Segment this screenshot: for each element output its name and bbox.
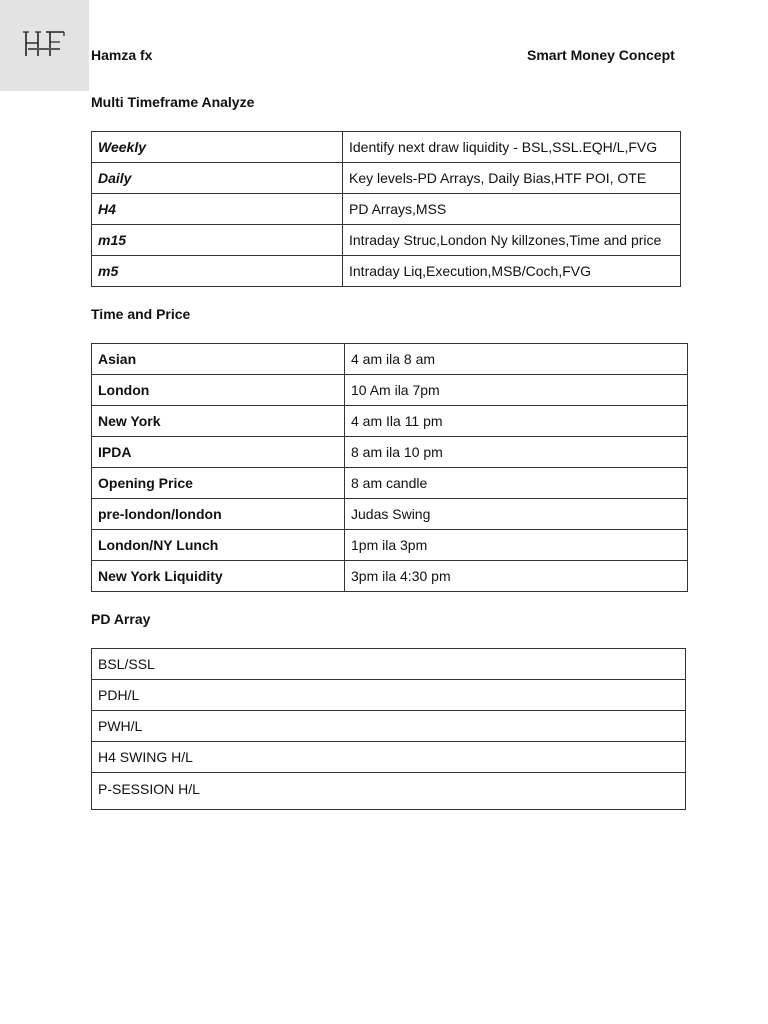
pd-array-item: P-SESSION H/L [92,773,686,810]
session-time: 10 Am ila 7pm [345,375,688,406]
table-row [92,711,686,742]
timeframe-value: Identify next draw liquidity - BSL,SSL.EQH/L,FVG [343,132,681,163]
table-row [92,256,681,287]
table-row [92,437,688,468]
session-label: IPDA [92,437,345,468]
table-row [92,773,686,810]
timeframe-section-title: Multi Timeframe Analyze [91,94,255,110]
session-label: Opening Price [92,468,345,499]
table-row [92,406,688,437]
timeframe-label: H4 [92,194,343,225]
table-row [92,742,686,773]
timeframe-value: Intraday Liq,Execution,MSB/Coch,FVG [343,256,681,287]
time-price-table [91,343,688,592]
table-row [92,225,681,256]
table-row [92,194,681,225]
table-row [92,468,688,499]
pd-array-table [91,648,686,810]
session-time: 4 am ila 8 am [345,344,688,375]
pd-array-item: PDH/L [92,680,686,711]
session-label: London [92,375,345,406]
timeframe-label: m5 [92,256,343,287]
table-row [92,649,686,680]
table-row [92,530,688,561]
timeframe-value: PD Arrays,MSS [343,194,681,225]
table-row [92,375,688,406]
document-title: Smart Money Concept [527,47,675,63]
pd-array-item: BSL/SSL [92,649,686,680]
table-row [92,561,688,592]
pd-array-item: H4 SWING H/L [92,742,686,773]
session-label: pre-london/london [92,499,345,530]
pd-array-section-title: PD Array [91,611,151,627]
session-time: 8 am ila 10 pm [345,437,688,468]
session-label: New York Liquidity [92,561,345,592]
session-time: 1pm ila 3pm [345,530,688,561]
session-time: 3pm ila 4:30 pm [345,561,688,592]
brand-name: Hamza fx [91,47,153,63]
table-row [92,344,688,375]
session-label: Asian [92,344,345,375]
timeframe-value: Intraday Struc,London Ny killzones,Time and price [343,225,681,256]
logo [22,28,68,62]
timeframe-value: Key levels-PD Arrays, Daily Bias,HTF POI, OTE [343,163,681,194]
session-label: New York [92,406,345,437]
session-time: Judas Swing [345,499,688,530]
timeframe-label: m15 [92,225,343,256]
table-row [92,132,681,163]
timeframe-label: Daily [92,163,343,194]
session-time: 4 am Ila 11 pm [345,406,688,437]
session-label: London/NY Lunch [92,530,345,561]
table-row [92,680,686,711]
table-row [92,499,688,530]
logo-panel [0,0,89,91]
session-time: 8 am candle [345,468,688,499]
timeframe-label: Weekly [92,132,343,163]
time-price-section-title: Time and Price [91,306,191,322]
pd-array-item: PWH/L [92,711,686,742]
timeframe-table [91,131,681,287]
table-row [92,163,681,194]
